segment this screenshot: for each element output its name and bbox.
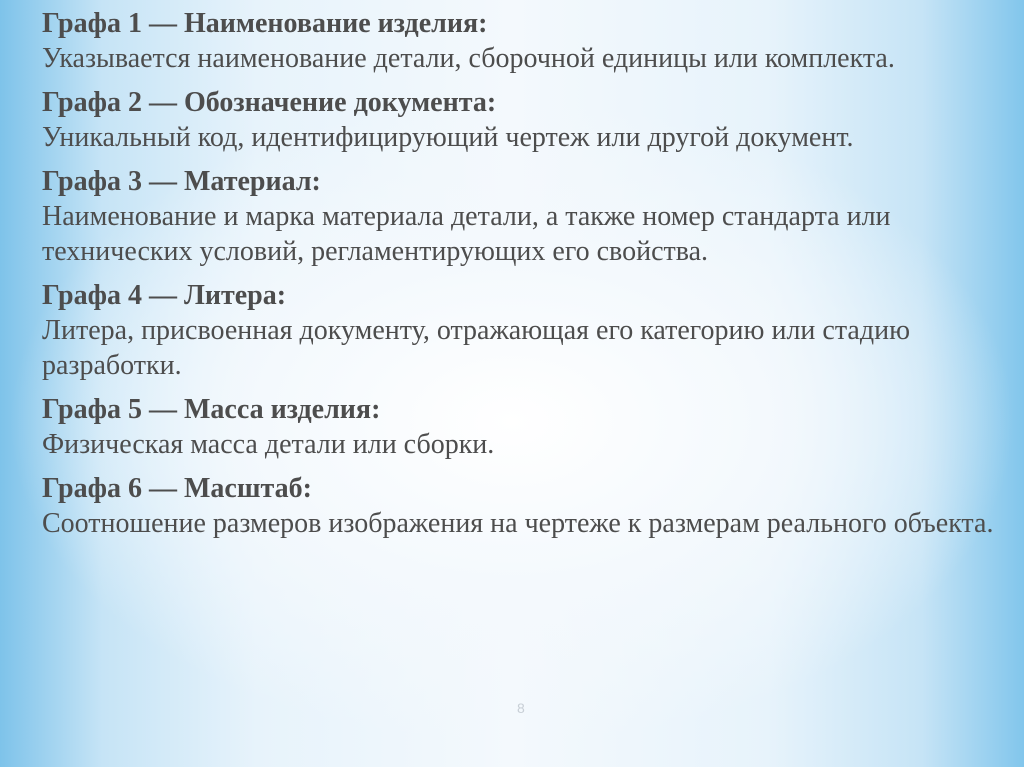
list-item xyxy=(42,278,1002,383)
list-item xyxy=(42,85,1002,155)
item-heading: Графа 2 — Обозначение документа: xyxy=(42,87,497,118)
item-description: Соотношение размеров изображения на чертеже к размерам реального объекта. xyxy=(42,508,994,539)
item-description: Наименование и марка материала детали, а также номер стандарта или технических условий, регламентирующих его свойства. xyxy=(42,201,891,267)
item-description: Литера, присвоенная документу, отражающая его категорию или стадию разработки. xyxy=(42,315,910,381)
item-description: Уникальный код, идентифицирующий чертеж или другой документ. xyxy=(42,122,854,153)
item-heading: Графа 3 — Материал: xyxy=(42,166,321,197)
list-item xyxy=(42,392,1002,462)
item-heading: Графа 1 — Наименование изделия: xyxy=(42,8,488,39)
item-description: Физическая масса детали или сборки. xyxy=(42,429,495,460)
item-heading: Графа 6 — Масштаб: xyxy=(42,473,312,504)
item-description: Указывается наименование детали, сборочной единицы или комплекта. xyxy=(42,43,895,74)
list-item xyxy=(42,471,1002,541)
content-list xyxy=(42,6,1002,550)
item-heading: Графа 4 — Литера: xyxy=(42,280,287,311)
page-number: 8 xyxy=(517,700,525,716)
item-heading: Графа 5 — Масса изделия: xyxy=(42,394,381,425)
list-item xyxy=(42,164,1002,269)
list-item xyxy=(42,6,1002,76)
